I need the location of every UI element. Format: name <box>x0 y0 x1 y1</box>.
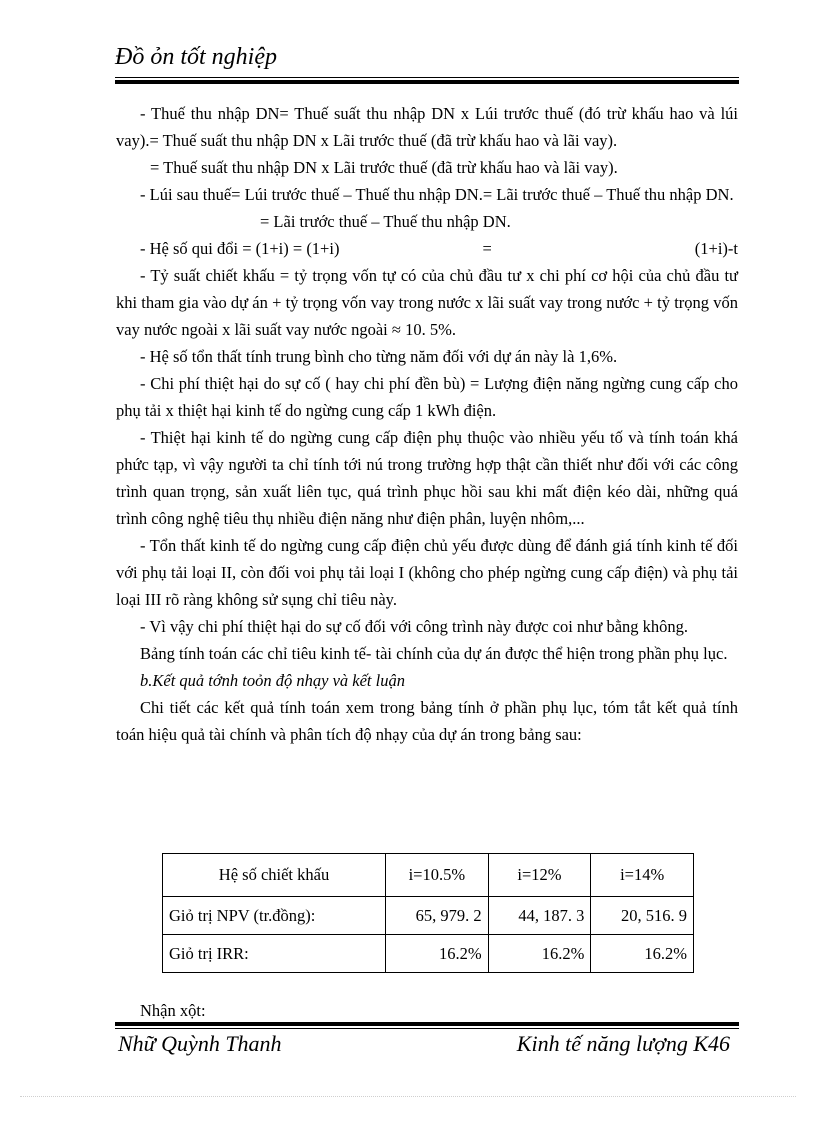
document-body <box>116 100 738 748</box>
he-so-qui-doi-left: - Hệ số qui đổi = (1+i) = (1+i) <box>140 239 340 258</box>
table-cell: 16.2% <box>386 935 489 973</box>
paragraph-bang-tinh-toan: Bảng tính toán các chỉ tiêu kinh tế- tài chính của dự án được thể hiện trong phần phụ lục. <box>140 644 728 663</box>
table-cell: 20, 516. 9 <box>591 897 694 935</box>
page-bottom-divider <box>20 1096 796 1097</box>
paragraph-lai-sau-thue-formula: = Lãi trước thuế – Thuế thu nhập DN. <box>260 212 511 231</box>
section-subheading: b.Kết quả tớnh toỏn độ nhạy và kết luận <box>140 671 405 690</box>
paragraph-thiet-hai-kinh-te: - Thiệt hại kinh tế do ngừng cung cấp điện phụ thuộc vào nhiều yếu tố và tính toán khá phức tạp, vì vậy người ta chỉ tính tới nú trong trường hợp thật cần thiết như đối với các công trình quan trọng, sản xuất liên tục, quá trình phục hồi sau khi mất điện kéo dài, những quá trình công nghệ tiêu thụ nhiều điện năng như điện phân, luyện nhôm,... <box>116 428 738 528</box>
footer-course: Kinh tế năng lượng K46 <box>516 1031 730 1056</box>
remark-label: Nhận xột: <box>140 1001 206 1020</box>
paragraph-thue-thu-nhap: - Thuế thu nhập DN= Thuế suất thu nhập DN x Lúi trước thuế (đó trừ khấu hao và lúi vay).= Thuế suất thu nhập DN x Lãi trước thuế (đã trừ khấu hao và lãi vay). <box>116 104 738 150</box>
paragraph-ton-that-kinh-te: - Tổn thất kinh tế do ngừng cung cấp điện chủ yếu được dùng để đánh giá tính kinh tế đối với phụ tải loại II, còn đối voi phụ tải loại I (không cho phép ngừng cung cấp điện) và phụ tải loại III rõ ràng không sử sụng chỉ tiêu này. <box>116 536 738 609</box>
table-row <box>163 935 694 973</box>
table-cell: 16.2% <box>591 935 694 973</box>
table-cell: 65, 979. 2 <box>386 897 489 935</box>
paragraph-chi-phi-thiet-hai: - Chi phí thiệt hại do sự cố ( hay chi phí đền bù) = Lượng điện năng ngừng cung cấp cho phụ tải x thiệt hại kinh tế do ngừng cung cấp 1 kWh điện. <box>116 374 738 420</box>
results-table <box>162 853 694 973</box>
header-rule-thin <box>115 77 739 78</box>
he-so-qui-doi-right: (1+i)-t <box>694 239 738 258</box>
paragraph-lai-sau-thue: - Lúi sau thuế= Lúi trước thuế – Thuế thu nhập DN.= Lãi trước thuế – Thuế thu nhập DN. <box>140 185 734 204</box>
table-cell: 44, 187. 3 <box>488 897 591 935</box>
footer-rule-thin <box>115 1028 739 1029</box>
table-header-cell: i=12% <box>488 854 591 897</box>
he-so-qui-doi-equals: = <box>482 239 492 258</box>
table-cell: 16.2% <box>488 935 591 973</box>
header-rule-thick <box>115 80 739 84</box>
paragraph-chi-tiet: Chi tiết các kết quả tính toán xem trong bảng tính ở phần phụ lục, tóm tắt kết quả tính toán hiệu quả tài chính và phân tích độ nhạy của dự án trong bảng sau: <box>116 698 738 744</box>
paragraph-vi-vay: - Vì vậy chi phí thiệt hại do sự cố đối với công trình này được coi như bằng không. <box>140 617 689 636</box>
paragraph-he-so-ton-that: - Hệ số tổn thất tính trung bình cho từng năm đối với dự án này là 1,6%. <box>140 347 618 366</box>
paragraph-he-so-qui-doi <box>116 235 738 262</box>
table-cell: Giỏ trị NPV (tr.đồng): <box>163 897 386 935</box>
table-header-cell: i=10.5% <box>386 854 489 897</box>
paragraph-ty-suat-chiet-khau: - Tỷ suất chiết khấu = tỷ trọng vốn tự có của chủ đầu tư x chi phí cơ hội của chủ đầu tư khi tham gia vào dự án + tỷ trọng vốn vay trong nước x lãi suất vay trong nước + tỷ trọng vốn vay nước ngoài x lãi suất vay nước ngoài ≈ 10. 5%. <box>116 266 738 339</box>
footer-author: Nhữ Quỳnh Thanh <box>118 1031 282 1056</box>
table-row <box>163 897 694 935</box>
table-header-cell: i=14% <box>591 854 694 897</box>
table-header-cell: Hệ số chiết khấu <box>163 854 386 897</box>
table-header-row <box>163 854 694 897</box>
document-title: Đồ ỏn tốt nghiệp <box>115 44 277 70</box>
footer-rule-thick <box>115 1022 739 1026</box>
table-cell: Giỏ trị IRR: <box>163 935 386 973</box>
paragraph-thue-formula: = Thuế suất thu nhập DN x Lãi trước thuế (đã trừ khấu hao và lãi vay). <box>150 158 618 177</box>
